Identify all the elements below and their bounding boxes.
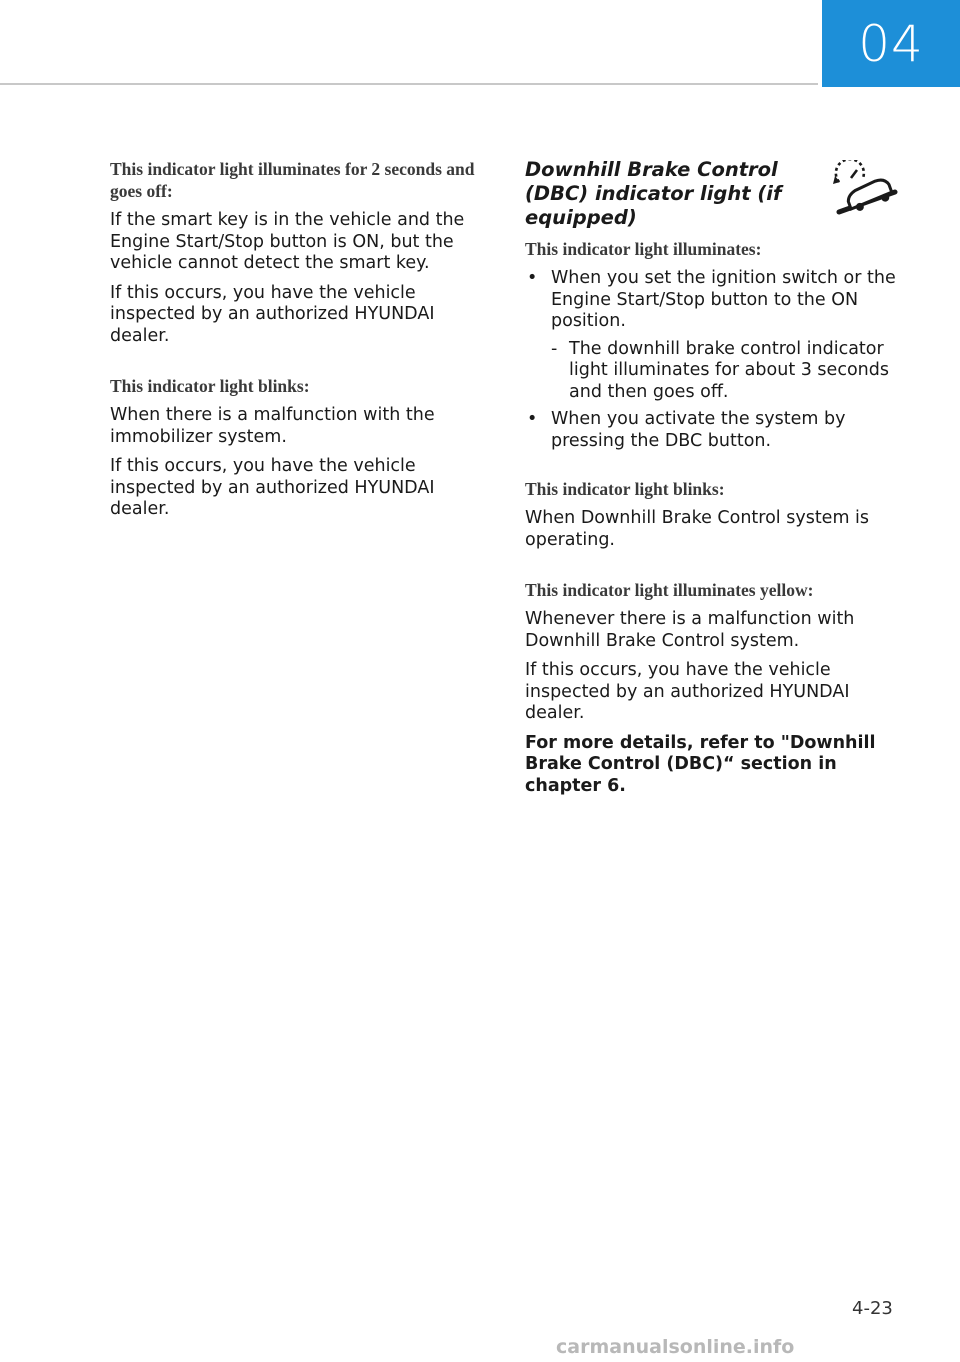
dash-mark: - <box>551 338 558 359</box>
subheading-illuminates: This indicator light illuminates: <box>525 239 762 259</box>
bullet-mark: • <box>527 268 538 288</box>
paragraph: When Downhill Brake Control system is operating. <box>525 508 870 550</box>
right-column <box>525 158 910 797</box>
downhill-brake-control-icon <box>829 160 899 218</box>
reference-note: For more details, refer to "Downhill Brake Control (DBC)“ section in chapter 6. <box>525 732 876 796</box>
paragraph: If this occurs, you have the vehicle inspected by an authorized HYUNDAI dealer. <box>110 282 435 346</box>
bullet-text: When you activate the system by pressing the DBC button. <box>551 409 846 451</box>
paragraph: When there is a malfunction with the immobilizer system. <box>110 405 435 447</box>
section-header <box>525 158 910 229</box>
subheading-blinks: This indicator light blinks: <box>525 479 725 499</box>
paragraph: If this occurs, you have the vehicle inspected by an authorized HYUNDAI dealer. <box>525 660 850 723</box>
bullet-mark: • <box>527 409 538 429</box>
chapter-tab <box>822 0 960 87</box>
header-rule <box>0 83 818 85</box>
chapter-number: 04 <box>858 14 924 73</box>
list-subitem <box>525 339 910 404</box>
list-item <box>525 268 910 333</box>
left-column <box>110 158 475 529</box>
paragraph: Whenever there is a malfunction with Downhill Brake Control system. <box>525 609 855 651</box>
watermark: carmanualsonline.info <box>556 1336 795 1358</box>
bullet-text: When you set the ignition switch or the Engine Start/Stop button to the ON position. <box>551 268 896 331</box>
subheading-illuminates-2-seconds: This indicator light illuminates for 2 seconds and goes off: <box>110 159 475 201</box>
section-title: Downhill Brake Control (DBC) indicator light (if equipped) <box>525 158 782 229</box>
paragraph: If this occurs, you have the vehicle inspected by an authorized HYUNDAI dealer. <box>110 456 435 519</box>
subheading-illuminates-yellow: This indicator light illuminates yellow: <box>525 580 814 600</box>
paragraph: If the smart key is in the vehicle and the Engine Start/Stop button is ON, but the vehicle cannot detect the smart key. <box>110 210 465 273</box>
page-number: 4-23 <box>852 1298 893 1319</box>
dash-text: The downhill brake control indicator light illuminates for about 3 seconds and then goes off. <box>569 338 889 402</box>
subheading-blinks: This indicator light blinks: <box>110 376 310 396</box>
list-item <box>525 409 910 452</box>
